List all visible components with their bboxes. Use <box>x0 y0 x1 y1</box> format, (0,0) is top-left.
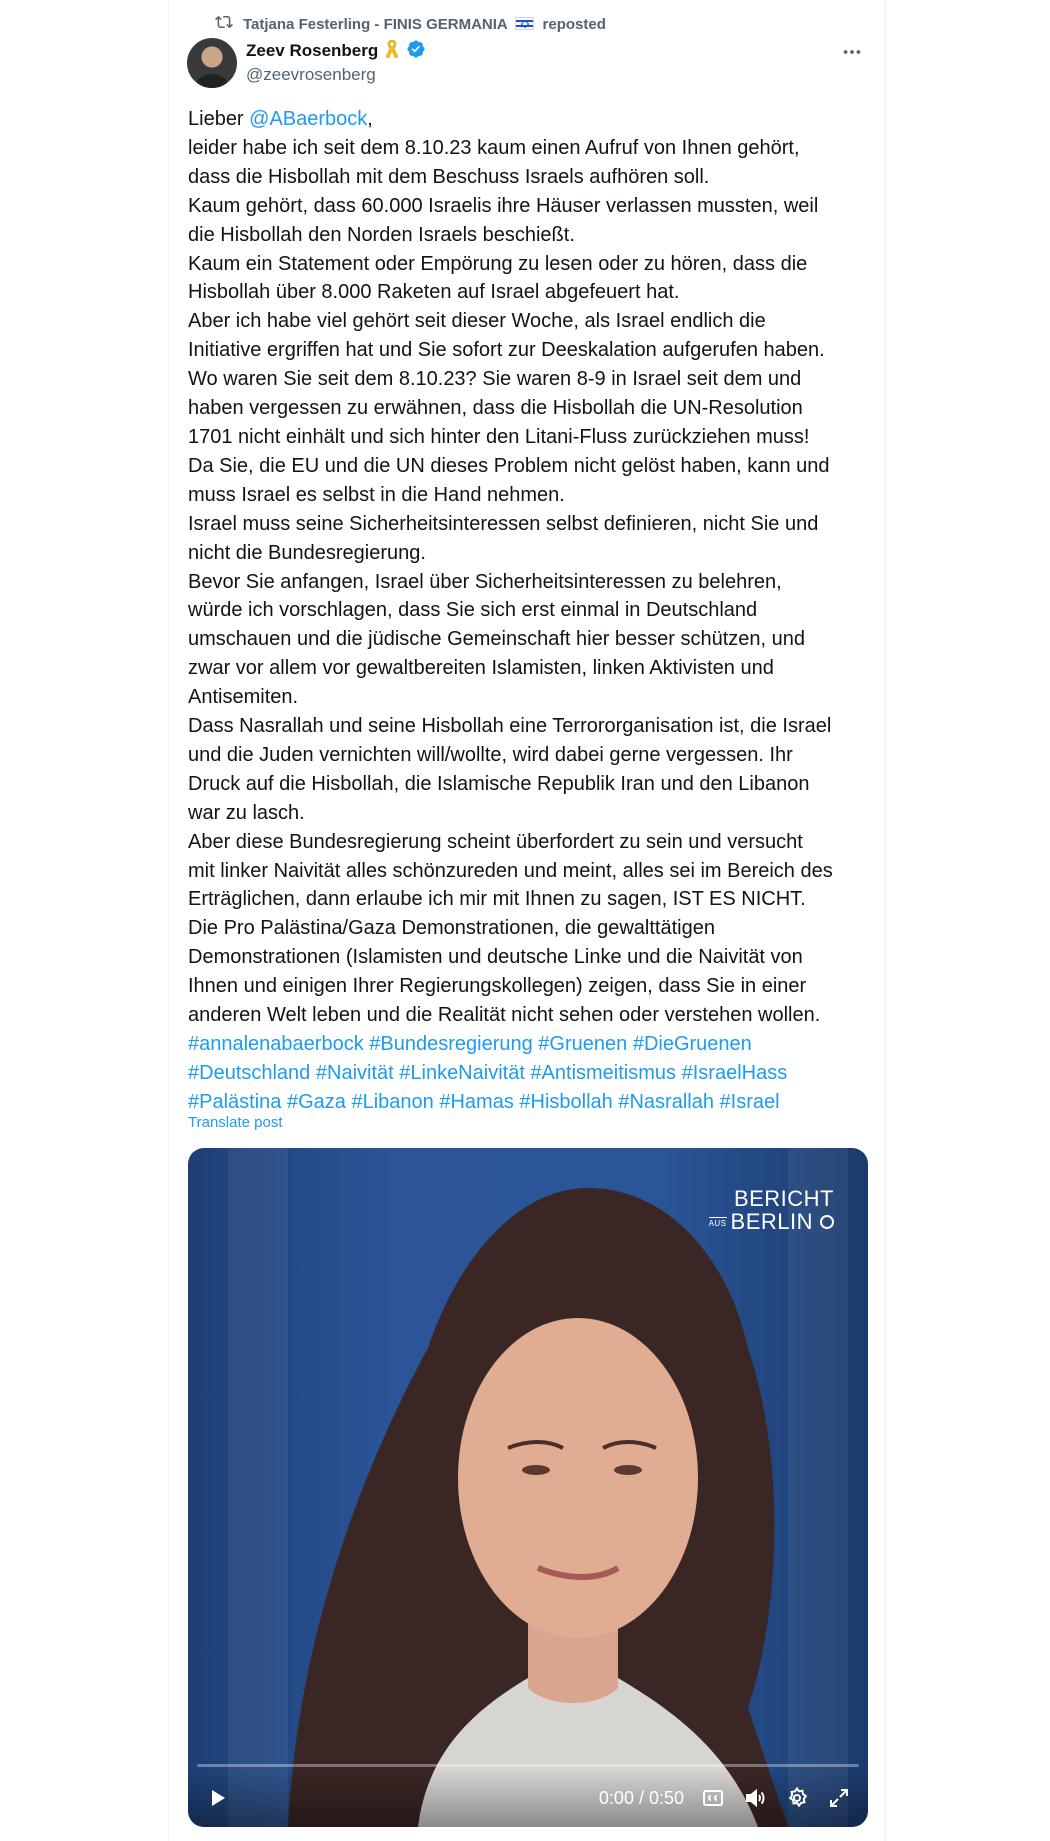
mention-link[interactable]: @ABaerbock <box>249 108 368 130</box>
hashtag-link[interactable]: #DieGruenen <box>632 1033 752 1055</box>
more-options-icon <box>841 41 863 63</box>
settings-button[interactable] <box>782 1783 812 1813</box>
video-player[interactable] <box>188 1148 868 1827</box>
avatar[interactable] <box>187 38 237 88</box>
repost-indicator <box>215 15 606 33</box>
author-display-name[interactable]: Zeev Rosenberg <box>246 41 379 60</box>
repost-icon <box>215 13 233 35</box>
hashtag-link[interactable]: #Nasrallah <box>618 1090 714 1113</box>
hashtag-line-3 <box>188 1091 780 1113</box>
tweet-card[interactable] <box>168 0 886 1841</box>
bericht-aus-berlin-logo <box>709 1188 834 1233</box>
play-icon <box>205 1786 229 1810</box>
hashtag-line-1 <box>188 1033 752 1055</box>
hashtag-link[interactable]: #Bundesregierung <box>369 1033 533 1055</box>
settings-icon <box>785 1786 809 1810</box>
ard-logo-icon <box>820 1215 834 1229</box>
reposted-label: reposted <box>542 15 606 33</box>
hashtag-link[interactable]: #Gaza <box>286 1090 346 1113</box>
fullscreen-button[interactable] <box>824 1783 854 1813</box>
tweet-text <box>188 105 878 1117</box>
author-block <box>246 39 426 85</box>
hashtag-link[interactable]: #IsraelHass <box>681 1061 788 1084</box>
captions-button[interactable] <box>698 1783 728 1813</box>
hashtag-line-2 <box>188 1062 787 1084</box>
fullscreen-icon <box>827 1786 851 1810</box>
video-controls <box>188 1769 868 1827</box>
video-progress-bar[interactable] <box>197 1764 859 1767</box>
israel-flag-icon <box>515 17 534 30</box>
hashtag-link[interactable]: #Israel <box>719 1090 780 1113</box>
volume-icon <box>743 1786 767 1810</box>
hashtag-link[interactable]: #Gruenen <box>538 1033 628 1055</box>
hashtag-link[interactable]: #annalenabaerbock <box>188 1033 364 1055</box>
hashtag-link[interactable]: #Antismeitismus <box>530 1061 677 1084</box>
more-options-button[interactable] <box>837 40 867 64</box>
greeting: Lieber <box>188 108 250 130</box>
hashtag-link[interactable]: #Hamas <box>439 1090 514 1113</box>
hashtag-link[interactable]: #Naivität <box>315 1061 394 1084</box>
reposter-name[interactable]: Tatjana Festerling - FINIS GERMANIA <box>243 15 508 33</box>
translate-post-link[interactable]: Translate post <box>188 1114 283 1131</box>
verified-badge-icon[interactable] <box>406 39 426 64</box>
video-frame-person <box>188 1148 868 1827</box>
hashtag-link[interactable]: #Libanon <box>351 1090 434 1113</box>
author-handle[interactable]: @zeevrosenberg <box>246 65 376 84</box>
tweet-body: leider habe ich seit dem 8.10.23 kaum einen Aufruf von Ihnen gehört, dass die Hisbollah mit dem Beschuss Israels aufhören soll. Kaum gehört, dass 60.000 Israelis ihre Häuser verlassen mussten, weil die Hisbollah den Norden Israels beschießt. Kaum ein Statement oder Empörung zu lesen oder zu hören, dass die Hisbollah über 8.000 Raketen auf Israel abgefeuert hat. Aber ich habe viel gehört seit dieser Woche, als Israel endlich die Initiative ergriffen hat und Sie sofort zur Deeskalation aufgerufen haben. Wo waren Sie seit dem 8.10.23? Sie waren 8-9 in Israel seit dem und haben vergessen zu erwähnen, dass die Hisbollah die UN-Resolution 1701 nicht einhält und sich hinter den Litani-Fluss zurückziehen muss! Da Sie, die EU und die UN dieses Problem nicht gelöst haben, kann und muss Israel es selbst in die Hand nehmen. Israel muss seine Sicherheitsinteressen selbst definieren, nicht Sie und nicht die Bundesregierung. Bevor Sie anfangen, Israel über Sicherheitsinteressen zu belehren, würde ich vorschlagen, dass Sie sich erst einmal in Deutschland umschauen und die jüdische Gemeinschaft hier besser schützen, und zwar vor allem vor gewaltbereiten Islamisten, linken Aktivisten und Antisemiten. Dass Nasrallah und seine Hisbollah eine Terrororganisation ist, die Israel und die Juden vernichten will/wollte, wird dabei gerne vergessen. Ihr Druck auf die Hisbollah, die Islamische Republik Iran und den Libanon war zu lasch. Aber diese Bundesregierung scheint überfordert zu sein und versucht mit linker Naivität alles schönzureden und meint, alles sei im Bereich des Erträglichen, dann erlaube ich mir mit Ihnen zu sagen, IST ES NICHT. Die Pro Palästina/Gaza Demonstrationen, die gewalttätigen Demonstrationen (Islamisten und deutsche Linke und die Naivität von Ihnen und einigen Ihrer Regierungskollegen) zeigen, dass Sie in einer anderen Welt leben und die Realität nicht sehen oder verstehen wollen. <box>188 136 833 1027</box>
logo-aus: AUS <box>708 1218 727 1228</box>
yellow-ribbon-icon <box>384 39 400 64</box>
greeting-end: , <box>367 108 373 130</box>
hashtag-link[interactable]: #Hisbollah <box>519 1090 613 1113</box>
video-time: 0:00 / 0:50 <box>598 1787 684 1808</box>
hashtag-link[interactable]: #Palästina <box>188 1090 282 1113</box>
logo-line-1: BERICHT <box>733 1186 834 1211</box>
volume-button[interactable] <box>740 1783 770 1813</box>
hashtag-link[interactable]: #LinkeNaivität <box>399 1061 525 1084</box>
logo-line-3: BERLIN <box>730 1209 813 1234</box>
hashtag-link[interactable]: #Deutschland <box>188 1061 311 1084</box>
play-button[interactable] <box>202 1783 232 1813</box>
captions-icon <box>701 1786 725 1810</box>
